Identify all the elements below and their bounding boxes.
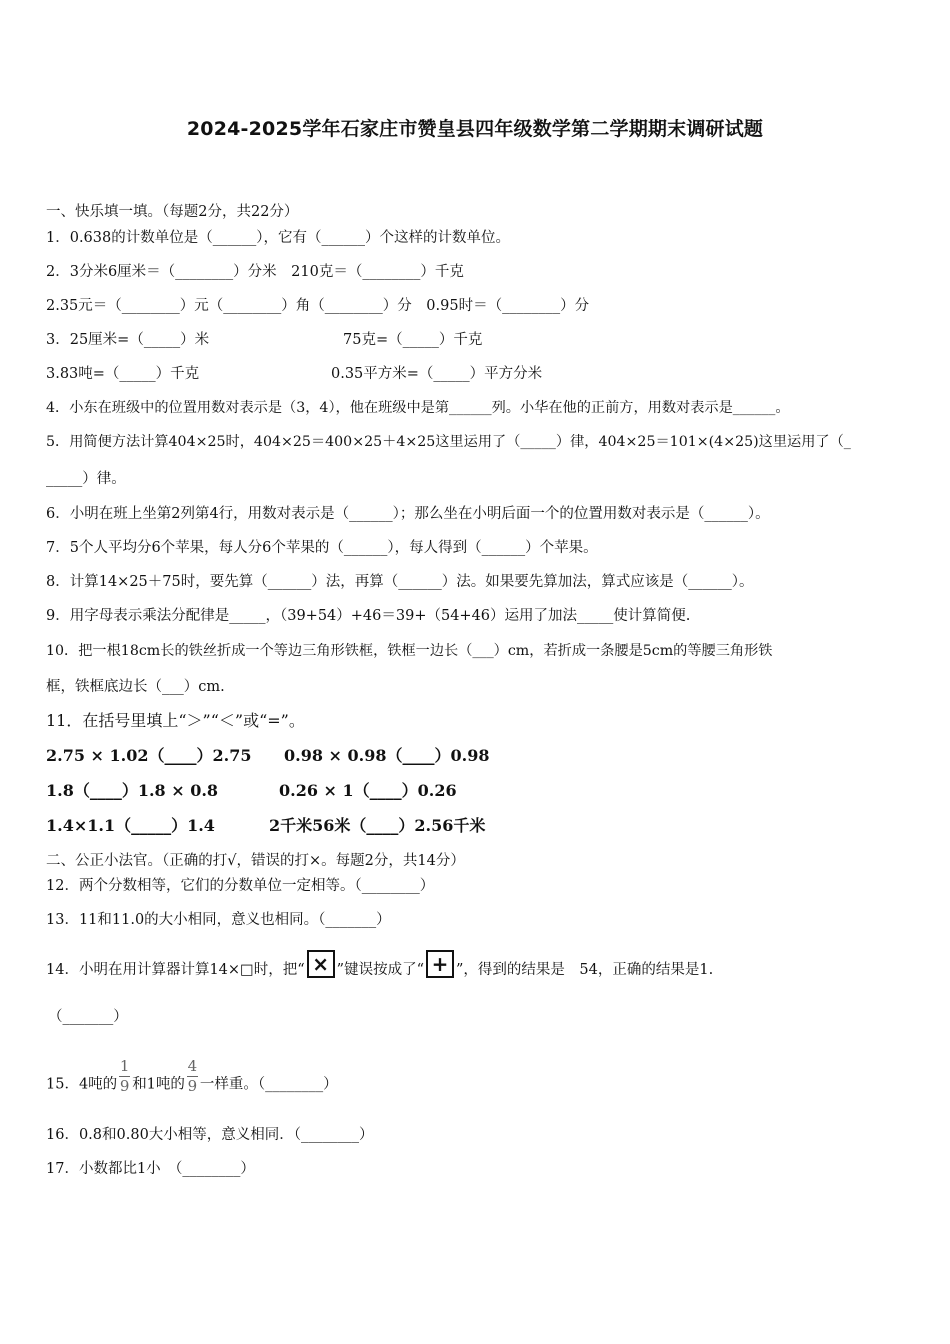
section-heading-2: 二、公正小法官。（正确的打√，错误的打×。每题2分，共14分） xyxy=(46,853,465,869)
question-12: 12．两个分数相等，它们的分数单位一定相等。（________） xyxy=(46,878,435,894)
question-11-row-2-left: 1.8（____）1.8 × 0.8 xyxy=(46,781,219,800)
question-13: 13．11和11.0的大小相同，意义也相同。（_______） xyxy=(46,912,391,928)
question-5-line-2: _____）律。 xyxy=(46,471,126,487)
question-14-text-1: 14．小明在用计算器计算14×□时，把“ xyxy=(46,962,305,978)
question-3b-right: 0.35平方米=（_____）平方分米 xyxy=(331,366,543,382)
question-11-row-3-left: 1.4×1.1（_____）1.4 xyxy=(46,816,215,835)
question-2-line-2: 2.35元＝（________）元（________）角（________）分 0.95时＝（________）分 xyxy=(46,298,590,314)
question-11-row-1-left: 2.75 × 1.02（____）2.75 xyxy=(46,746,252,765)
question-3-line-2 xyxy=(46,364,199,384)
question-6: 6．小明在班上坐第2列第4行，用数对表示是（______）；那么坐在小明后面一个的位置用数对表示是（______）。 xyxy=(46,506,770,522)
question-3-line-1 xyxy=(46,330,209,350)
question-14 xyxy=(46,952,714,984)
fraction-numerator: 1 xyxy=(119,1057,130,1075)
section-heading-1: 一、快乐填一填。（每题2分，共22分） xyxy=(46,204,299,220)
fraction-denominator: 9 xyxy=(119,1077,130,1095)
question-3-left: 3．25厘米=（_____）米 xyxy=(46,332,210,348)
question-4: 4．小东在班级中的位置用数对表示是（3，4），他在班级中是第______列。小华在他的正前方，用数对表示是______。 xyxy=(46,400,790,416)
question-11: 11．在括号里填上“＞”“＜”或“=”。 xyxy=(46,711,305,730)
question-14-text-2: ”键误按成了“ xyxy=(336,962,424,978)
question-3b-left: 3.83吨=（_____）千克 xyxy=(46,366,200,382)
question-16: 16．0.8和0.80大小相等，意义相同．（________） xyxy=(46,1127,374,1143)
question-5-line-1: 5．用简便方法计算404×25时，404×25＝400×25＋4×25这里运用了（_____）律，404×25＝101×(4×25)这里运用了（_ xyxy=(46,434,851,450)
question-14-blank: （_______） xyxy=(48,1009,128,1025)
fraction-numerator: 4 xyxy=(187,1057,198,1075)
question-1: 1．0.638的计数单位是（______），它有（______）个这样的计数单位。 xyxy=(46,230,510,246)
fraction-denominator: 9 xyxy=(187,1077,198,1095)
question-8: 8．计算14×25＋75时，要先算（______）法，再算（______）法。如果要先算加法，算式应该是（______）。 xyxy=(46,574,754,590)
question-15-text-3: 一样重。（________） xyxy=(199,1076,338,1093)
question-2-line-1: 2．3分米6厘米＝（________）分米 210克＝（________）千克 xyxy=(46,264,464,280)
plus-key-icon: + xyxy=(426,950,454,978)
question-10-line-1: 10．把一根18cm长的铁丝折成一个等边三角形铁框，铁框一边长（___）cm，若折成一条腰是5cm的等腰三角形铁 xyxy=(46,643,773,659)
page-title: 2024-2025学年石家庄市赞皇县四年级数学第二学期期末调研试题 xyxy=(186,118,764,140)
question-11-row-2-right: 0.26 × 1（____）0.26 xyxy=(279,781,457,800)
question-10-line-2: 框，铁框底边长（___）cm. xyxy=(46,679,225,695)
question-11-row-1-right: 0.98 × 0.98（____）0.98 xyxy=(284,746,490,765)
question-7: 7．5个人平均分6个苹果，每人分6个苹果的（______），每人得到（______）个苹果。 xyxy=(46,540,598,556)
question-11-row-3-right: 2千米56米（____）2.56千米 xyxy=(269,816,486,835)
fraction-four-ninths xyxy=(187,1058,198,1095)
question-15-text-2: 和1吨的 xyxy=(132,1076,185,1093)
question-15-text-1: 15．4吨的 xyxy=(46,1076,118,1093)
question-9: 9．用字母表示乘法分配律是_____，（39+54）+46＝39+（54+46）运用了加法_____使计算简便. xyxy=(46,608,691,624)
multiply-key-icon: × xyxy=(307,950,335,978)
question-17: 17．小数都比1小 （________） xyxy=(46,1161,255,1177)
fraction-one-ninth xyxy=(119,1058,130,1095)
question-3-right: 75克=（_____）千克 xyxy=(343,332,483,348)
question-15 xyxy=(46,1057,338,1103)
question-14-text-3: ”，得到的结果是 54，正确的结果是1. xyxy=(456,962,714,978)
